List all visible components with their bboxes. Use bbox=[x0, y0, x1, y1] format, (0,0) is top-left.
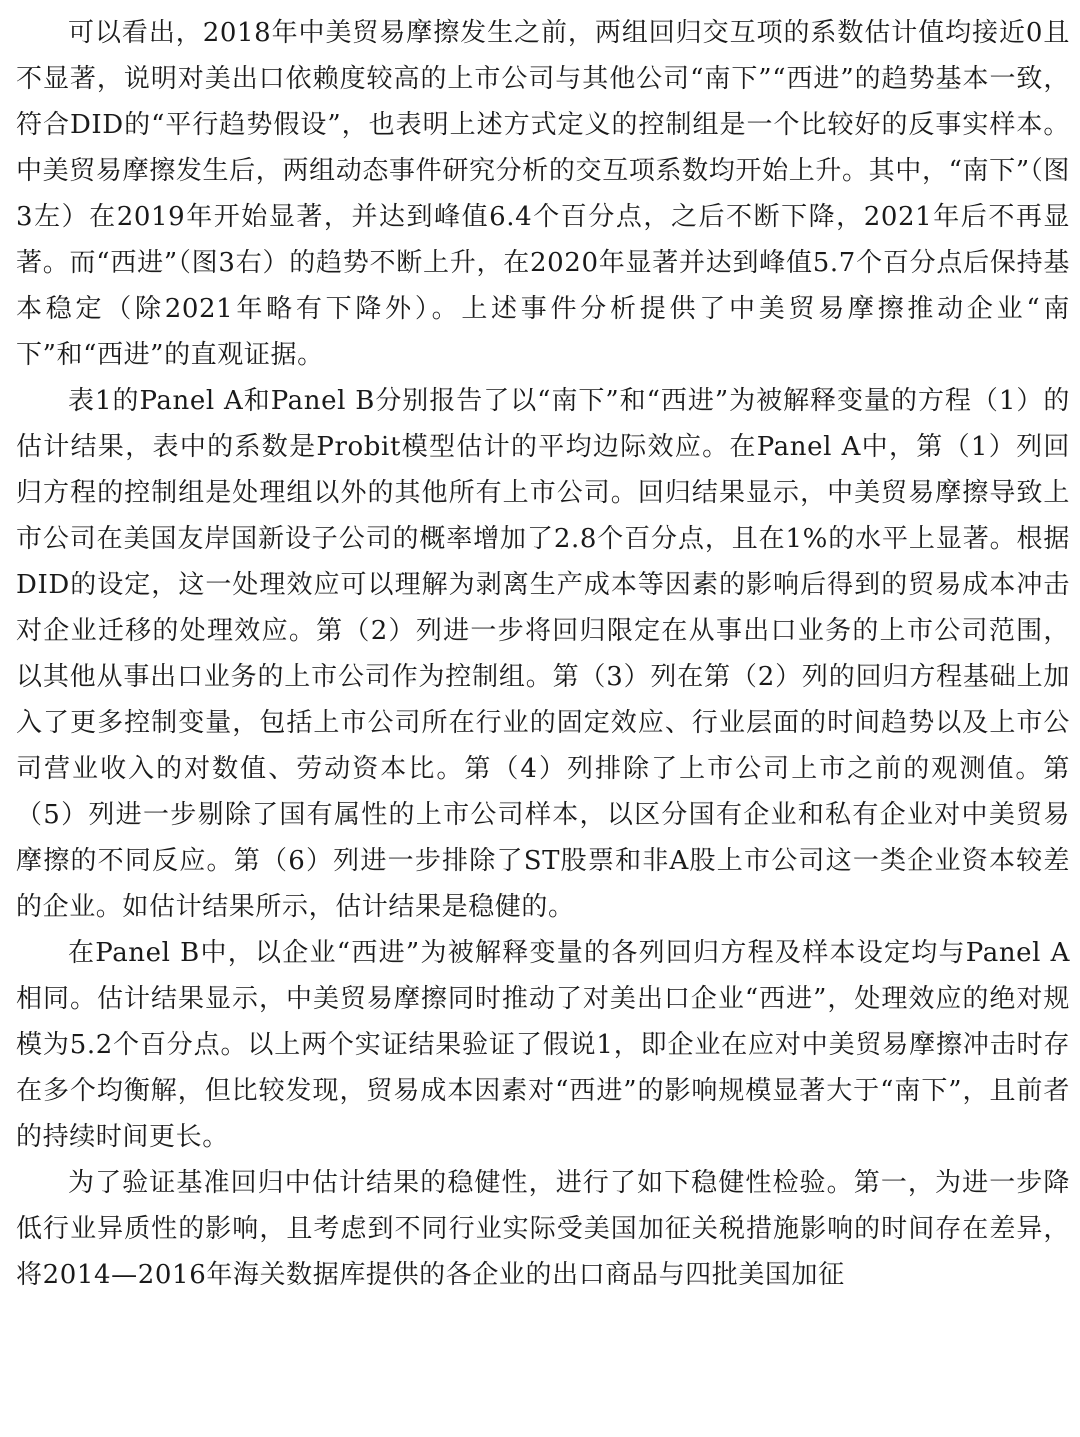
paragraph-event-study-results: 可以看出，2018年中美贸易摩擦发生之前，两组回归交互项的系数估计值均接近0且不显著，说明对美出口依赖度较高的上市公司与其他公司“南下”“西进”的趋势基本一致，符合DID的“平行趋势假设”，也表明上述方式定义的控制组是一个比较好的反事实样本。中美贸易摩擦发生后，两组动态事件研究分析的交互项系数均开始上升。其中，“南下”（图3左）在2019年开始显著，并达到峰值6.4个百分点，之后不断下降，2021年后不再显著。而“西进”（图3右）的趋势不断上升，在2020年显著并达到峰值5.7个百分点后保持基本稳定（除2021年略有下降外）。上述事件分析提供了中美贸易摩擦推动企业“南下”和“西进”的直观证据。 bbox=[16, 18, 1070, 370]
document-page bbox=[16, 10, 1070, 1298]
paragraph-robustness-checks: 为了验证基准回归中估计结果的稳健性，进行了如下稳健性检验。第一，为进一步降低行业异质性的影响，且考虑到不同行业实际受美国加征关税措施影响的时间存在差异，将2014—2016年海关数据库提供的各企业的出口商品与四批美国加征 bbox=[16, 1168, 1070, 1290]
paragraph-panel-a-results: 表1的Panel A和Panel B分别报告了以“南下”和“西进”为被解释变量的方程（1）的估计结果，表中的系数是Probit模型估计的平均边际效应。在Panel A中，第（1）列回归方程的控制组是处理组以外的其他所有上市公司。回归结果显示，中美贸易摩擦导致上市公司在美国友岸国新设子公司的概率增加了2.8个百分点，且在1%的水平上显著。根据DID的设定，这一处理效应可以理解为剥离生产成本等因素的影响后得到的贸易成本冲击对企业迁移的处理效应。第（2）列进一步将回归限定在从事出口业务的上市公司范围，以其他从事出口业务的上市公司作为控制组。第（3）列在第（2）列的回归方程基础上加入了更多控制变量，包括上市公司所在行业的固定效应、行业层面的时间趋势以及上市公司营业收入的对数值、劳动资本比。第（4）列排除了上市公司上市之前的观测值。第（5）列进一步剔除了国有属性的上市公司样本，以区分国有企业和私有企业对中美贸易摩擦的不同反应。第（6）列进一步排除了ST股票和非A股上市公司这一类企业资本较差的企业。如估计结果所示，估计结果是稳健的。 bbox=[16, 386, 1070, 922]
paragraph-panel-b-results: 在Panel B中，以企业“西进”为被解释变量的各列回归方程及样本设定均与Panel A相同。估计结果显示，中美贸易摩擦同时推动了对美出口企业“西进”，处理效应的绝对规模为5.2个百分点。以上两个实证结果验证了假说1，即企业在应对中美贸易摩擦冲击时存在多个均衡解，但比较发现，贸易成本因素对“西进”的影响规模显著大于“南下”，且前者的持续时间更长。 bbox=[16, 938, 1070, 1152]
